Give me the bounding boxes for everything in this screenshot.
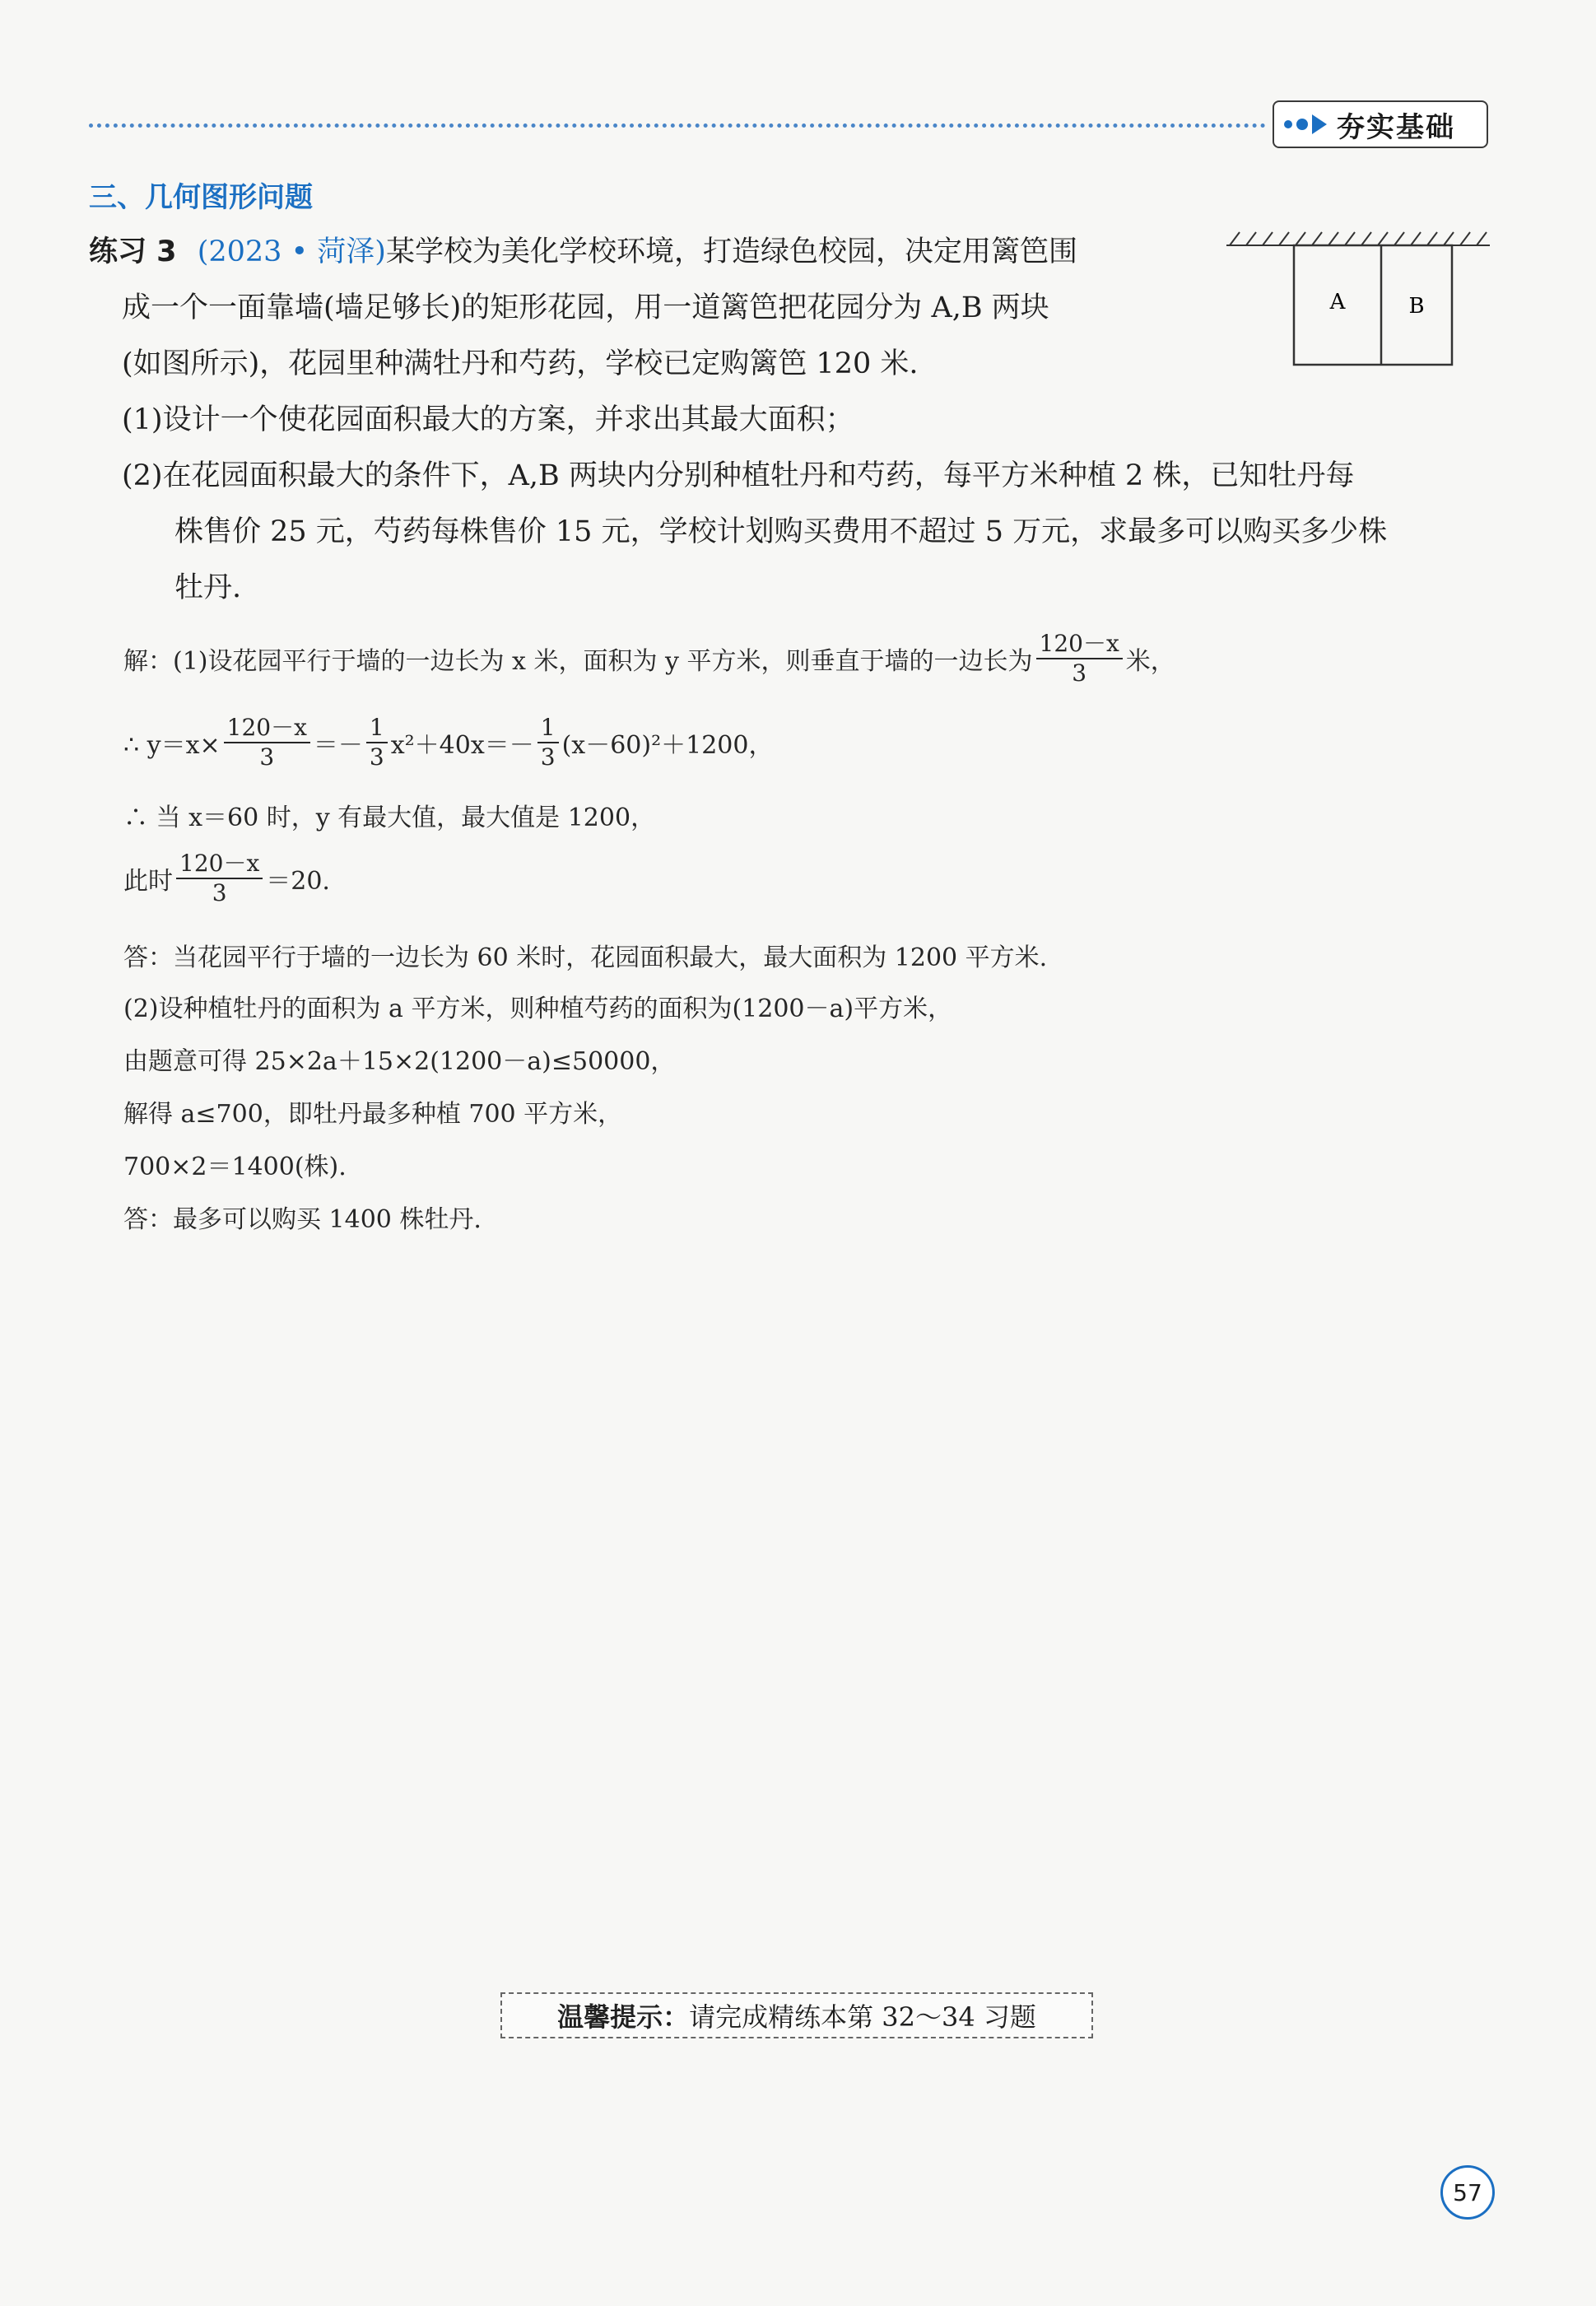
solution-text: ∴ y＝x×	[123, 731, 221, 760]
problem-part-1: (1)设计一个使花园面积最大的方案，并求出其最大面积；	[122, 403, 854, 436]
solution-line-8: 解得 a≤700，即牡丹最多种植 700 平方米，	[123, 1100, 623, 1129]
fraction-denominator: 3	[369, 743, 384, 771]
problem-source: (2023 • 菏泽)	[197, 235, 386, 268]
solution-text: ＝－	[313, 731, 363, 760]
dot-icon	[1284, 120, 1292, 128]
fraction	[1036, 632, 1123, 685]
fraction-numerator: 120－x	[176, 852, 263, 879]
problem-part-2a: (2)在花园面积最大的条件下，A,B 两块内分别种植牡丹和芍药，每平方米种植 2 株，已知牡丹每	[122, 459, 1355, 492]
region-a-label: A	[1329, 290, 1346, 314]
problem-label: 练习 3	[89, 235, 177, 268]
fraction-numerator: 1	[366, 716, 388, 743]
fraction-numerator: 120－x	[224, 716, 310, 743]
solution-line-4	[123, 852, 330, 905]
fraction	[224, 716, 310, 769]
tip-box	[500, 1992, 1093, 2038]
dot-icon	[1296, 119, 1308, 130]
garden-rect	[1294, 245, 1452, 365]
arrow-right-icon	[1312, 114, 1327, 134]
solution-text: 解：(1)设花园平行于墙的一边长为 x 米，面积为 y 平方米，则垂直于墙的一边长为	[123, 647, 1033, 676]
fraction	[537, 716, 559, 769]
header-dotted-line	[89, 123, 1266, 128]
solution-text: x²＋40x＝－	[390, 731, 534, 760]
solution-line-3: ∴ 当 x＝60 时，y 有最大值，最大值是 1200，	[123, 804, 656, 832]
garden-figure	[1218, 222, 1498, 379]
section-title: 三、几何图形问题	[89, 181, 313, 214]
problem-line-1	[89, 224, 1077, 280]
problem-part-2b: 株售价 25 元，芍药每株售价 15 元，学校计划购买费用不超过 5 万元，求最多可以购买多少株	[174, 515, 1388, 548]
solution-line-5: 答：当花园平行于墙的一边长为 60 米时，花园面积最大，最大面积为 1200 平方米.	[123, 943, 1048, 972]
solution-text: (x－60)²＋1200，	[561, 731, 774, 760]
solution-text: ＝20.	[266, 867, 330, 896]
badge-label: 夯实基础	[1337, 110, 1455, 144]
solution-line-1	[123, 632, 1175, 685]
solution-text: 米，	[1125, 647, 1175, 676]
problem-text-3: (如图所示)，花园里种满牡丹和芍药，学校已定购篱笆 120 米.	[122, 347, 919, 380]
fraction	[366, 716, 388, 769]
solution-line-10: 答：最多可以购买 1400 株牡丹.	[123, 1205, 482, 1234]
solution-text: 此时	[123, 867, 173, 896]
fraction	[176, 852, 263, 905]
problem-text-1: 某学校为美化学校环境，打造绿色校园，决定用篱笆围	[385, 235, 1077, 268]
problem-part-2c: 牡丹.	[174, 571, 242, 604]
fraction-denominator: 3	[212, 879, 227, 906]
tip-text: 请完成精练本第 32～34 习题	[689, 2001, 1036, 2033]
region-b-label: B	[1408, 294, 1425, 319]
fraction-denominator: 3	[1072, 659, 1087, 687]
fraction-numerator: 120－x	[1036, 632, 1123, 659]
page-number: 57	[1440, 2165, 1495, 2220]
fraction-denominator: 3	[259, 743, 275, 771]
fraction-numerator: 1	[537, 716, 559, 743]
solution-line-6: (2)设种植牡丹的面积为 a 平方米，则种植芍药的面积为(1200－a)平方米，	[123, 995, 953, 1023]
section-badge	[1273, 100, 1488, 148]
solution-line-2	[123, 716, 773, 769]
problem-text-2: 成一个一面靠墙(墙足够长)的矩形花园，用一道篱笆把花园分为 A,B 两块	[122, 291, 1049, 324]
tip-label: 温馨提示：	[557, 2001, 690, 2033]
solution-line-9: 700×2＝1400(株).	[123, 1153, 347, 1181]
fraction-denominator: 3	[540, 743, 556, 771]
wall-hatching	[1226, 232, 1490, 245]
solution-line-7: 由题意可得 25×2a＋15×2(1200－a)≤50000，	[123, 1047, 676, 1076]
